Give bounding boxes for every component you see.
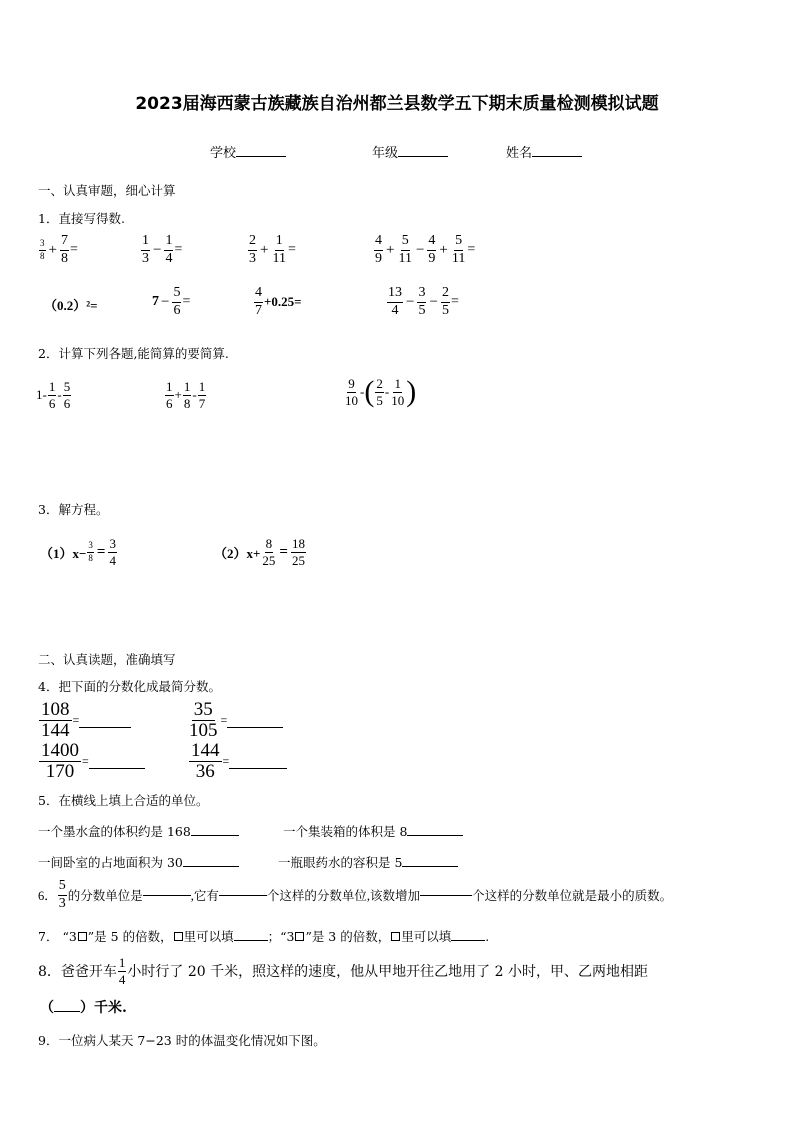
fraction: $\frac{9}{10}$ xyxy=(345,376,358,408)
q1-label: 1．直接写得数. xyxy=(38,211,125,226)
answer-blank[interactable] xyxy=(407,835,463,836)
fraction: $\frac{7}{8}$ xyxy=(60,233,68,266)
answer-blank[interactable] xyxy=(219,895,267,896)
q1-expr-f: 7 − $\frac{5}{6}$ = xyxy=(152,285,191,318)
q9-label: 9．一位病人某天 7−23 时的体温变化情况如下图。 xyxy=(38,1033,326,1048)
fraction: $\frac{5}{11}$ xyxy=(398,233,412,266)
fraction: $\frac{8}{25}$ xyxy=(262,536,276,568)
square-icon xyxy=(295,932,304,941)
fraction: $\frac{1}{11}$ xyxy=(272,233,286,266)
square-icon xyxy=(174,932,183,941)
fraction: $\frac{5}{11}$ xyxy=(451,233,466,266)
grade-blank[interactable] xyxy=(398,156,448,157)
q1-expr-d: $\frac{4}{9}$ + $\frac{5}{11}$ − $\frac{4}{9}$ + $\frac{5}{11}$ = xyxy=(375,233,476,266)
fraction: $\frac{3}{5}$ xyxy=(418,285,426,318)
q3-label: 3．解方程。 xyxy=(38,502,109,517)
q1-expr-c: $\frac{2}{3}$ + $\frac{1}{11}$ = xyxy=(249,233,296,266)
q4-item-4: $\frac{144}{36}$ = xyxy=(188,741,287,782)
q1-expr-a: $\frac{3}{8}$ + $\frac{7}{8}$ = xyxy=(40,233,78,266)
fraction: $\frac{1}{7}$ xyxy=(198,379,206,411)
fraction: $\frac{13}{4}$ xyxy=(388,285,402,318)
q5-item-a: 一个墨水盒的体积约是 168 xyxy=(38,822,239,840)
fraction: $\frac{5}{6}$ xyxy=(173,285,181,318)
q7: 7． “3 ”是 5 的倍数， 里可以填 ；“3 ”是 3 的倍数， 里可以填 . xyxy=(38,929,490,944)
grade-label: 年级 xyxy=(372,146,399,161)
q8-line-2: （ ）千米. xyxy=(40,1000,127,1016)
fraction: $\frac{3}{8}$ xyxy=(88,540,93,563)
school-field xyxy=(210,142,286,161)
answer-blank[interactable] xyxy=(89,768,145,769)
q2-expr-1: 1- $\frac{1}{6}$ - $\frac{5}{6}$ xyxy=(36,379,71,411)
name-label: 姓名 xyxy=(506,146,533,161)
answer-blank[interactable] xyxy=(79,727,131,728)
answer-blank[interactable] xyxy=(420,895,472,896)
q8-line-1: 8． 爸爸开车 $\frac{1}{4}$ 小时行了 20 千米，照这样的速度，他从甲地开往乙地用了 2 小时，甲、乙两地相距 xyxy=(38,955,648,987)
fraction: $\frac{144}{36}$ xyxy=(191,740,220,782)
q2-expr-3: $\frac{9}{10}$ - ( $\frac{2}{5}$ - $\frac{1}{10}$ ) xyxy=(345,375,417,409)
answer-blank[interactable] xyxy=(54,1011,80,1012)
square-icon xyxy=(391,932,400,941)
fraction: $\frac{2}{5}$ xyxy=(376,376,383,408)
name-field xyxy=(506,142,582,161)
answer-blank[interactable] xyxy=(227,727,283,728)
page-title: 2023届海西蒙古族藏族自治州都兰县数学五下期末质量检测模拟试题 xyxy=(135,94,659,114)
answer-blank[interactable] xyxy=(234,940,268,941)
fraction: $\frac{4}{9}$ xyxy=(375,233,382,266)
q2-label: 2．计算下列各题,能简算的要简算. xyxy=(38,346,229,361)
q6: 6． $\frac{5}{3}$ 的分数单位是 ,它有 个这样的分数单位,该数增加 个这样的分数单位就是最小的质数。 xyxy=(38,878,673,911)
fraction: $\frac{108}{144}$ xyxy=(41,699,70,741)
q1-expr-b: $\frac{1}{3}$ − $\frac{1}{4}$ = xyxy=(142,233,183,266)
fraction: $\frac{1}{8}$ xyxy=(183,379,191,411)
school-blank[interactable] xyxy=(236,156,286,157)
answer-blank[interactable] xyxy=(183,866,239,867)
fraction: $\frac{1}{4}$ xyxy=(118,955,126,987)
q4-item-3: $\frac{1400}{170}$ = xyxy=(38,741,145,782)
q5-label: 5．在横线上填上合适的单位。 xyxy=(38,793,209,808)
q3-eq-2: （2）x+ $\frac{8}{25}$ = $\frac{18}{25}$ xyxy=(214,536,305,568)
section2-heading: 二、认真读题，准确填写 xyxy=(38,652,176,667)
q1-expr-e: （0.2）²= xyxy=(44,298,98,313)
fraction: $\frac{1}{6}$ xyxy=(48,379,56,411)
grade-field xyxy=(372,142,448,161)
fraction: $\frac{5}{3}$ xyxy=(58,878,66,911)
fraction: $\frac{35}{105}$ xyxy=(189,699,218,741)
section1-heading: 一、认真审题，细心计算 xyxy=(38,183,176,198)
fraction: $\frac{2}{5}$ xyxy=(441,285,449,318)
fraction: $\frac{3}{4}$ xyxy=(109,536,116,568)
fraction: $\frac{1}{10}$ xyxy=(391,376,405,408)
fraction: $\frac{1}{3}$ xyxy=(142,233,149,266)
fraction: $\frac{4}{9}$ xyxy=(428,233,436,266)
fraction: $\frac{2}{3}$ xyxy=(249,233,256,266)
q5-item-d: 一瓶眼药水的容积是 5 xyxy=(278,853,458,871)
fraction: $\frac{4}{7}$ xyxy=(255,285,262,318)
fraction: $\frac{18}{25}$ xyxy=(291,536,305,568)
answer-blank[interactable] xyxy=(229,768,287,769)
fraction: $\frac{1400}{170}$ xyxy=(41,740,79,782)
fraction: $\frac{3}{8}$ xyxy=(40,238,45,261)
square-icon xyxy=(78,932,87,941)
q4-item-2: $\frac{35}{105}$ = xyxy=(186,700,283,741)
q5-item-c: 一间卧室的占地面积为 30 xyxy=(38,853,239,871)
q5-item-b: 一个集装箱的体积是 8 xyxy=(283,822,463,840)
name-blank[interactable] xyxy=(532,156,582,157)
fraction: $\frac{1}{6}$ xyxy=(166,379,173,411)
q1-expr-h: $\frac{13}{4}$ − $\frac{3}{5}$ − $\frac{2}{5}$ = xyxy=(388,285,459,318)
fraction: $\frac{1}{4}$ xyxy=(165,233,173,266)
answer-blank[interactable] xyxy=(402,866,458,867)
fraction: $\frac{5}{6}$ xyxy=(63,379,71,411)
q3-eq-1: （1）x− $\frac{3}{8}$ = $\frac{3}{4}$ xyxy=(40,536,116,568)
answer-blank[interactable] xyxy=(191,835,239,836)
q4-label: 4．把下面的分数化成最简分数。 xyxy=(38,679,221,694)
q2-expr-2: $\frac{1}{6}$ + $\frac{1}{8}$ - $\frac{1}{7}$ xyxy=(166,379,206,411)
answer-blank[interactable] xyxy=(451,940,485,941)
school-label: 学校 xyxy=(210,146,237,161)
q4-item-1: $\frac{108}{144}$ = xyxy=(38,700,131,741)
q1-expr-g: $\frac{4}{7}$ +0.25= xyxy=(255,285,302,318)
answer-blank[interactable] xyxy=(143,895,191,896)
